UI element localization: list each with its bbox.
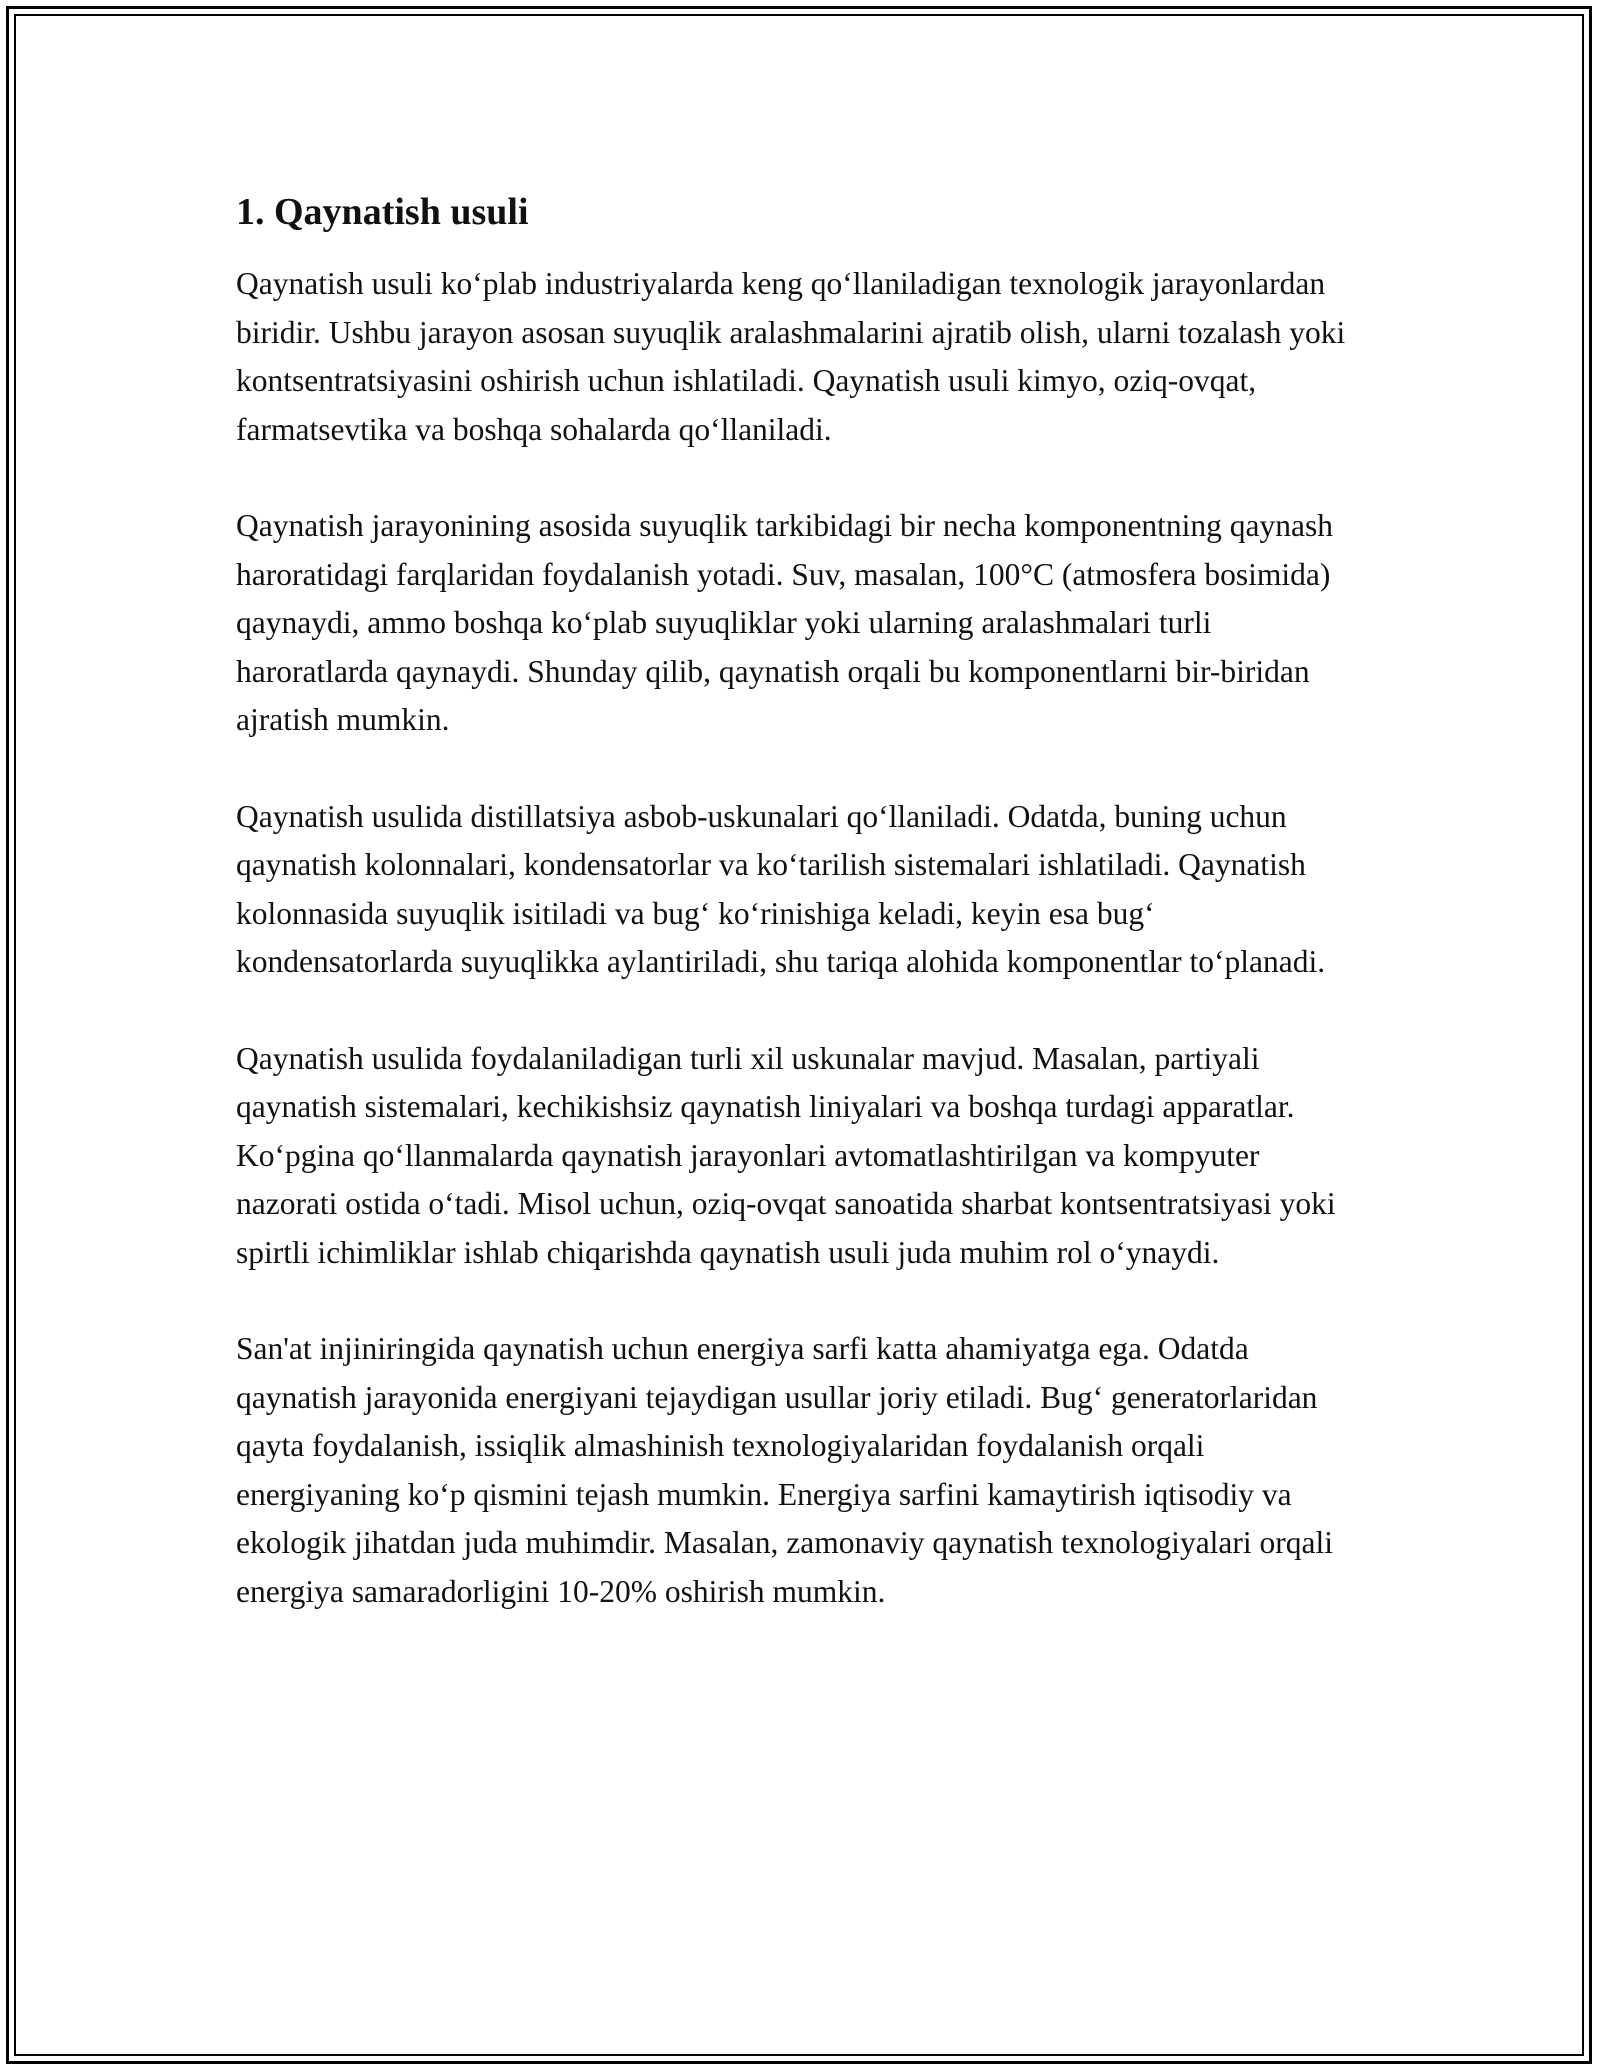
paragraph-intro: Qaynatish usuli ko‘plab industriyalarda keng qo‘llaniladigan texnologik jarayonlardan biridir. Ushbu jarayon asosan suyuqlik aralashmalarini ajratib olish, ularni tozalash yoki kontsentratsiyasini oshirish uchun ishlatiladi. Qaynatish usuli kimyo, oziq-ovqat, farmatsevtika va boshqa sohalarda qo‘llaniladi.	[236, 266, 1346, 447]
section-heading: 1. Qaynatish usuli	[236, 191, 529, 233]
paragraph-energy-efficiency: San'at injiniringida qaynatish uchun energiya sarfi katta ahamiyatga ega. Odatda qaynatish jarayonida energiyani tejaydigan usullar joriy etiladi. Bug‘ generatorlaridan qayta foydalanish, issiqlik almashinish texnologiyalaridan foydalanish orqali energiyaning ko‘p qismini tejash mumkin. Energiya sarfini kamaytirish iqtisodiy va ekologik jihatdan juda muhimdir. Masalan, zamonaviy qaynatish texnologiyalari orqali energiya samaradorligini 10-20% oshirish mumkin.	[236, 1331, 1333, 1609]
document-body	[236, 186, 1364, 1664]
paragraph-boiling-principle: Qaynatish jarayonining asosida suyuqlik tarkibidagi bir necha komponentning qaynash haroratidagi farqlaridan foydalanish yotadi. Suv, masalan, 100°C (atmosfera bosimida) qaynaydi, ammo boshqa ko‘plab suyuqliklar yoki ularning aralashmalari turli haroratlarda qaynaydi. Shunday qilib, qaynatish orqali bu komponentlarni bir-biridan ajratish mumkin.	[236, 508, 1334, 737]
paragraph-distillation-equipment: Qaynatish usulida distillatsiya asbob-uskunalari qo‘llaniladi. Odatda, buning uchun qaynatish kolonnalari, kondensatorlar va ko‘tarilish sistemalari ishlatiladi. Qaynatish kolonnasida suyuqlik isitiladi va bug‘ ko‘rinishiga keladi, keyin esa bug‘ kondensatorlarda suyuqlikka aylantiriladi, shu tariqa alohida komponentlar to‘planadi.	[236, 798, 1326, 979]
paragraph-equipment-types: Qaynatish usulida foydalaniladigan turli xil uskunalar mavjud. Masalan, partiyali qaynatish sistemalari, kechikishsiz qaynatish liniyalari va boshqa turdagi apparatlar. Ko‘pgina qo‘llanmalarda qaynatish jarayonlari avtomatlashtirilgan va kompyuter nazorati ostida o‘tadi. Misol uchun, oziq-ovqat sanoatida sharbat kontsentratsiyasi yoki spirtli ichimliklar ishlab chiqarishda qaynatish usuli juda muhim rol o‘ynaydi.	[236, 1040, 1336, 1270]
